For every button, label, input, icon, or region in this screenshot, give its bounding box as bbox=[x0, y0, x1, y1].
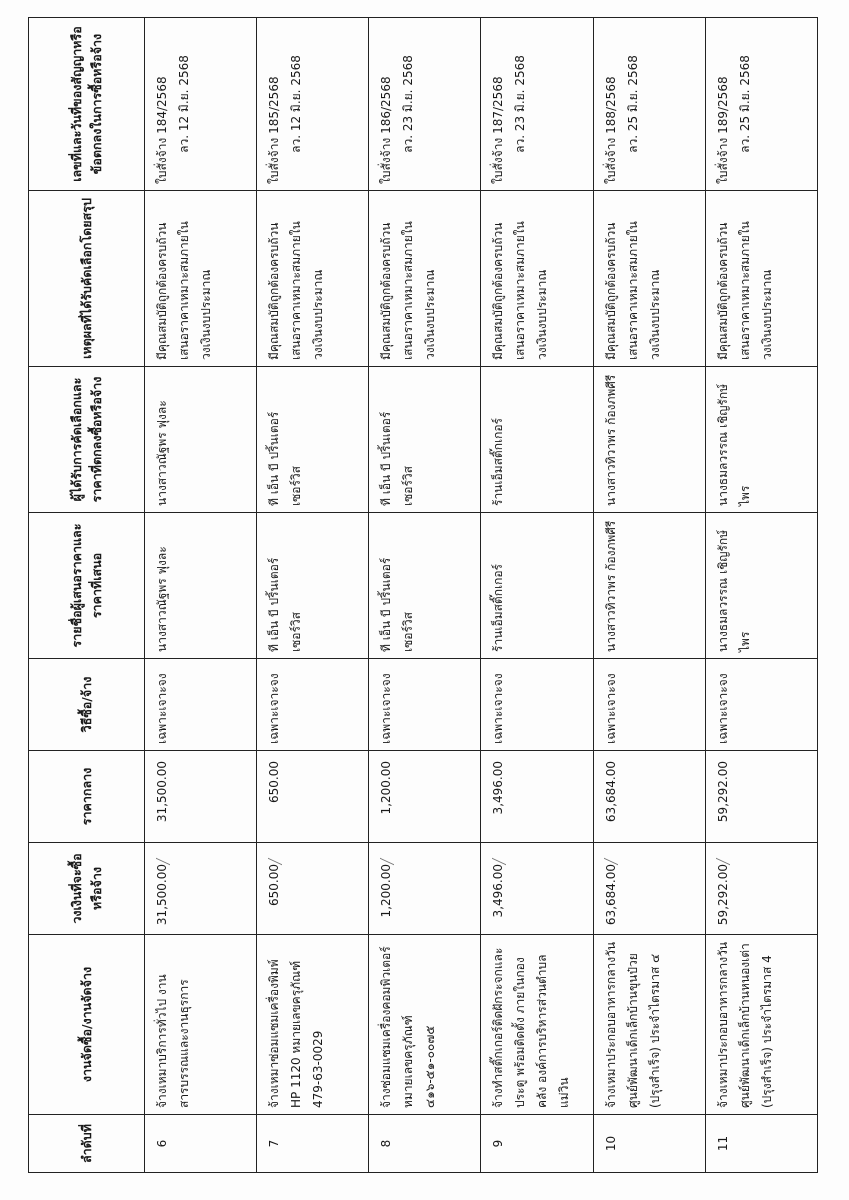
cell-budget bbox=[145, 843, 257, 935]
cell-method: เฉพาะเจาะจง bbox=[481, 659, 593, 751]
header-row bbox=[29, 18, 145, 1173]
cell-method: เฉพาะเจาะจง bbox=[257, 659, 369, 751]
cell-task: จ้างเหมาซ่อมแซมเครื่องพิมพ์ HP 1120 หมายเลขครุภัณฑ์ 479-63-0029 bbox=[257, 935, 369, 1115]
cell-task: จ้างเหมาประกอบอาหารกลางวันศูนย์พัฒนาเด็กเล็กบ้านขุนป๋วย (ปรุงสำเร็จ) ประจำไตรมาส ๔ bbox=[593, 935, 705, 1115]
budget-value: 31,500.00 bbox=[155, 864, 169, 926]
cell-no: 9 bbox=[481, 1115, 593, 1173]
cell-winner: นางสาวณัฐพร ฟุงละ bbox=[145, 367, 257, 513]
budget-value: 1,200.00 bbox=[379, 864, 394, 918]
header-bidders: รายชื่อผู้เสนอราคาและราคาที่เสนอ bbox=[29, 513, 145, 659]
cell-bidder: นางสาวทิวาพร ก้องภพศีรี bbox=[593, 513, 705, 659]
table-row bbox=[705, 18, 817, 1173]
cell-median-price: 3,496.00 bbox=[481, 751, 593, 843]
cell-bidder: ที เอ็น บี ปริ้นเตอร์ เซอร์วิส bbox=[369, 513, 481, 659]
contract-date: ลว. 12 มิ.ย. 2568 bbox=[289, 55, 304, 153]
cell-method: เฉพาะเจาะจง bbox=[593, 659, 705, 751]
cell-winner: นางสาวทิวาพร ก้องภพศีรี bbox=[593, 367, 705, 513]
cell-bidder: ที เอ็น บี ปริ้นเตอร์ เซอร์วิส bbox=[257, 513, 369, 659]
cell-median-price: 1,200.00 bbox=[369, 751, 481, 843]
cell-no: 8 bbox=[369, 1115, 481, 1173]
header-budget: วงเงินที่จะซื้อหรือจ้าง bbox=[29, 843, 145, 935]
cell-bidder: นางสาวณัฐพร ฟุงละ bbox=[145, 513, 257, 659]
cell-median-price: 650.00 bbox=[257, 751, 369, 843]
check-mark-icon bbox=[156, 850, 170, 866]
check-mark-icon bbox=[268, 850, 282, 866]
contract-number: ใบสั่งจ้าง 189/2568 bbox=[715, 76, 730, 184]
contract-number: ใบสั่งจ้าง 187/2568 bbox=[491, 76, 506, 184]
contract-date: ลว. 25 มิ.ย. 2568 bbox=[625, 55, 640, 153]
budget-value: 3,496.00 bbox=[491, 864, 506, 918]
check-mark-icon bbox=[492, 850, 506, 866]
cell-contract bbox=[593, 18, 705, 191]
cell-task: จ้างซ่อมแซมเครื่องคอมพิวเตอร์ หมายเลขครุภัณฑ์ ๔๑๖-๕๑-๐๐๗๕ bbox=[369, 935, 481, 1115]
contract-date: ลว. 25 มิ.ย. 2568 bbox=[737, 55, 752, 153]
budget-value: 650.00 bbox=[267, 864, 282, 906]
cell-task: จ้างเหมาประกอบอาหารกลางวันศูนย์พัฒนาเด็กเล็กบ้านหนองเต่า (ปรุงสำเร็จ) ประจำไตรมาส 4 bbox=[705, 935, 817, 1115]
cell-reason: มีคุณสมบัติถูกต้องครบถ้วน เสนอราคาเหมาะสมภายในวงเงินงบประมาณ bbox=[593, 191, 705, 367]
table-row bbox=[257, 18, 369, 1173]
cell-budget bbox=[369, 843, 481, 935]
cell-contract bbox=[481, 18, 593, 191]
cell-method: เฉพาะเจาะจง bbox=[705, 659, 817, 751]
cell-median-price: 31,500.00 bbox=[145, 751, 257, 843]
table-row bbox=[481, 18, 593, 1173]
cell-task: จ้างทำสติ๊กเกอร์ติดฝักระจกและประตู พร้อมติดตั้ง ภายในกองคลัง องค์การบริหารส่วนตำบลแม่วิน bbox=[481, 935, 593, 1115]
budget-value: 63,684.00 bbox=[603, 864, 618, 926]
table-body bbox=[145, 18, 818, 1173]
cell-contract bbox=[369, 18, 481, 191]
cell-median-price: 63,684.00 bbox=[593, 751, 705, 843]
cell-reason: มีคุณสมบัติถูกต้องครบถ้วน เสนอราคาเหมาะสมภายในวงเงินงบประมาณ bbox=[257, 191, 369, 367]
budget-value: 59,292.00 bbox=[715, 864, 730, 926]
cell-contract bbox=[257, 18, 369, 191]
cell-reason: มีคุณสมบัติถูกต้องครบถ้วน เสนอราคาเหมาะสมภายในวงเงินงบประมาณ bbox=[145, 191, 257, 367]
header-method: วิธีซื้อ/จ้าง bbox=[29, 659, 145, 751]
cell-winner: นางธมลวรรณ เชิญรักษ์ไพร bbox=[705, 367, 817, 513]
cell-budget bbox=[481, 843, 593, 935]
cell-method: เฉพาะเจาะจง bbox=[145, 659, 257, 751]
cell-winner: ที เอ็น บี ปริ้นเตอร์ เซอร์วิส bbox=[369, 367, 481, 513]
cell-reason: มีคุณสมบัติถูกต้องครบถ้วน เสนอราคาเหมาะสมภายในวงเงินงบประมาณ bbox=[369, 191, 481, 367]
contract-date: ลว. 12 มิ.ย. 2568 bbox=[177, 55, 191, 153]
header-contract: เลขที่และวันที่ของสัญญาหรือข้อตกลงในการซื้อหรือจ้าง bbox=[29, 18, 145, 191]
header-winner: ผู้ได้รับการคัดเลือกและราคาที่ตกลงซื้อหรือจ้าง bbox=[29, 367, 145, 513]
cell-reason: มีคุณสมบัติถูกต้องครบถ้วน เสนอราคาเหมาะสมภายในวงเงินงบประมาณ bbox=[705, 191, 817, 367]
cell-task: จ้างเหมาบริการทั่วไป งานสารบรรณและงานธุรการ bbox=[145, 935, 257, 1115]
cell-budget bbox=[257, 843, 369, 935]
rotated-table-wrapper bbox=[28, 18, 818, 1173]
contract-number: ใบสั่งจ้าง 184/2568 bbox=[155, 76, 169, 184]
check-mark-icon bbox=[716, 850, 730, 866]
cell-bidder: นางธมลวรรณ เชิญรักษ์ไพร bbox=[705, 513, 817, 659]
cell-method: เฉพาะเจาะจง bbox=[369, 659, 481, 751]
check-mark-icon bbox=[604, 850, 618, 866]
table-row bbox=[369, 18, 481, 1173]
cell-winner: ที เอ็น บี ปริ้นเตอร์ เซอร์วิส bbox=[257, 367, 369, 513]
cell-winner: ร้านเอ็มสติ๊กเกอร์ bbox=[481, 367, 593, 513]
contract-number: ใบสั่งจ้าง 188/2568 bbox=[603, 76, 618, 184]
contract-date: ลว. 23 มิ.ย. 2568 bbox=[401, 55, 416, 153]
table-row bbox=[593, 18, 705, 1173]
cell-budget bbox=[705, 843, 817, 935]
procurement-table bbox=[28, 17, 818, 1173]
contract-number: ใบสั่งจ้าง 186/2568 bbox=[379, 76, 394, 184]
header-no: ลำดับที่ bbox=[29, 1115, 145, 1173]
cell-contract bbox=[145, 18, 257, 191]
cell-no: 6 bbox=[145, 1115, 257, 1173]
header-reason: เหตุผลที่ได้รับคัดเลือกโดยสรุป bbox=[29, 191, 145, 367]
header-task: งานจัดซื้อ/งานจัดจ้าง bbox=[29, 935, 145, 1115]
cell-median-price: 59,292.00 bbox=[705, 751, 817, 843]
cell-bidder: ร้านเอ็มสติ๊กเกอร์ bbox=[481, 513, 593, 659]
check-mark-icon bbox=[380, 850, 394, 866]
cell-no: 11 bbox=[705, 1115, 817, 1173]
cell-budget bbox=[593, 843, 705, 935]
cell-reason: มีคุณสมบัติถูกต้องครบถ้วน เสนอราคาเหมาะสมภายในวงเงินงบประมาณ bbox=[481, 191, 593, 367]
contract-number: ใบสั่งจ้าง 185/2568 bbox=[267, 76, 282, 184]
table-row bbox=[145, 18, 257, 1173]
contract-date: ลว. 23 มิ.ย. 2568 bbox=[513, 55, 528, 153]
cell-no: 7 bbox=[257, 1115, 369, 1173]
cell-no: 10 bbox=[593, 1115, 705, 1173]
header-median-price: ราคากลาง bbox=[29, 751, 145, 843]
cell-contract bbox=[705, 18, 817, 191]
